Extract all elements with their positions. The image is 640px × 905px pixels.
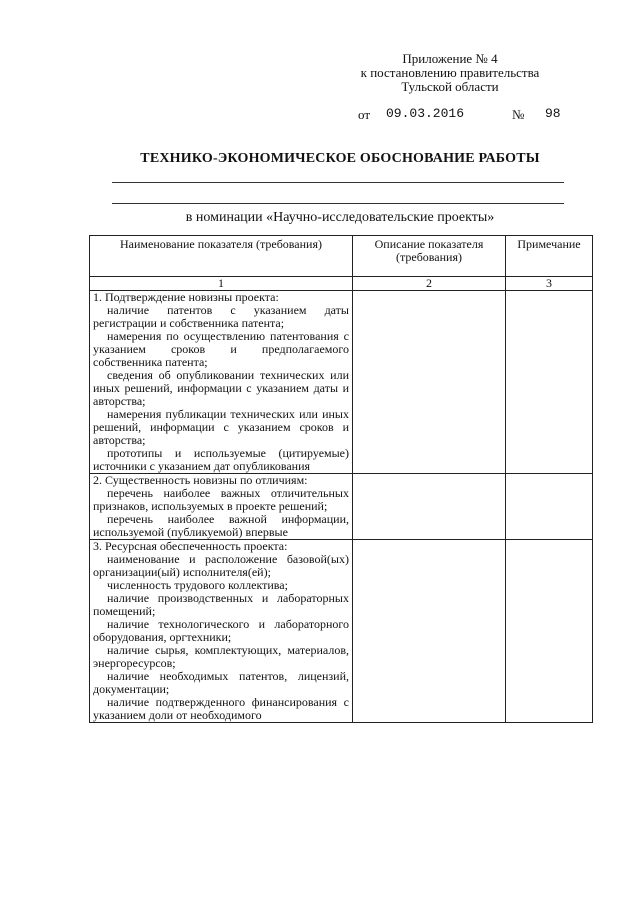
note-cell <box>506 291 593 474</box>
section-title: 3. Ресурсная обеспеченность проекта: <box>93 539 288 553</box>
note-cell <box>506 474 593 540</box>
section-resources <box>90 540 353 723</box>
description-cell <box>353 291 506 474</box>
section-item: наличие производственных и лабораторных помещений; <box>93 591 349 618</box>
table-row <box>90 291 593 474</box>
note-cell <box>506 540 593 723</box>
section-item: наименование и расположение базовой(ых) организации(ый) исполнителя(ей); <box>93 552 349 579</box>
header-note: Примечание <box>506 236 593 277</box>
blank-line-2 <box>112 203 564 204</box>
document-title: ТЕХНИКО-ЭКОНОМИЧЕСКОЕ ОБОСНОВАНИЕ РАБОТЫ <box>140 151 540 166</box>
section-item: наличие необходимых патентов, лицензий, документации; <box>93 669 349 696</box>
nomination-text: в номинации «Научно-исследовательские проекты» <box>185 210 495 225</box>
appendix-block <box>340 52 560 94</box>
decree-date: 09.03.2016 <box>386 106 465 121</box>
section-significance <box>90 474 353 540</box>
section-item: перечень наиболее важных отличительных признаков, используемых в проекте решений; <box>93 486 349 513</box>
decree-from-label: от <box>358 107 371 122</box>
section-item: наличие технологического и лабораторного оборудования, оргтехники; <box>93 617 349 644</box>
column-number: 3 <box>506 277 593 291</box>
section-item: наличие подтвержденного финансирования с указанием доли от необходимого <box>93 695 349 722</box>
table-row <box>90 474 593 540</box>
header-indicator-description: Описание показателя (требования) <box>353 236 506 277</box>
appendix-number: Приложение № 4 <box>402 51 498 66</box>
blank-line-1 <box>112 182 564 183</box>
appendix-decree-ref: к постановлению правительства <box>360 65 540 80</box>
column-number: 1 <box>90 277 353 291</box>
section-title: 2. Существенность новизны по отличиям: <box>93 473 308 487</box>
description-cell <box>353 540 506 723</box>
section-item: сведения об опубликовании технических или иных решений, информации с указанием даты и авторства; <box>93 368 349 408</box>
table-header-row <box>90 236 593 277</box>
column-number-row <box>90 277 593 291</box>
indicators-table <box>89 235 593 723</box>
header-indicator-name: Наименование показателя (требования) <box>90 236 353 277</box>
section-novelty <box>90 291 353 474</box>
description-cell <box>353 474 506 540</box>
decree-number-label: № <box>512 107 525 122</box>
section-item: наличие сырья, комплектующих, материалов, энергоресурсов; <box>93 643 349 670</box>
section-item: намерения по осуществлению патентования с указанием сроков и предполагаемого собственника патента; <box>93 329 349 369</box>
section-item: прототипы и используемые (цитируемые) источники с указанием дат опубликования <box>93 446 349 473</box>
section-item: численность трудового коллектива; <box>107 578 288 592</box>
section-item: наличие патентов с указанием даты регистрации и собственника патента; <box>93 303 349 330</box>
column-number: 2 <box>353 277 506 291</box>
section-item: намерения публикации технических или иных решений, информации с указанием сроков и авторства; <box>93 407 349 447</box>
decree-number: 98 <box>545 106 561 121</box>
table-row <box>90 540 593 723</box>
section-item: перечень наиболее важной информации, используемой (публикуемой) впервые <box>93 512 349 539</box>
appendix-region: Тульской области <box>401 79 499 94</box>
section-title: 1. Подтверждение новизны проекта: <box>93 290 279 304</box>
